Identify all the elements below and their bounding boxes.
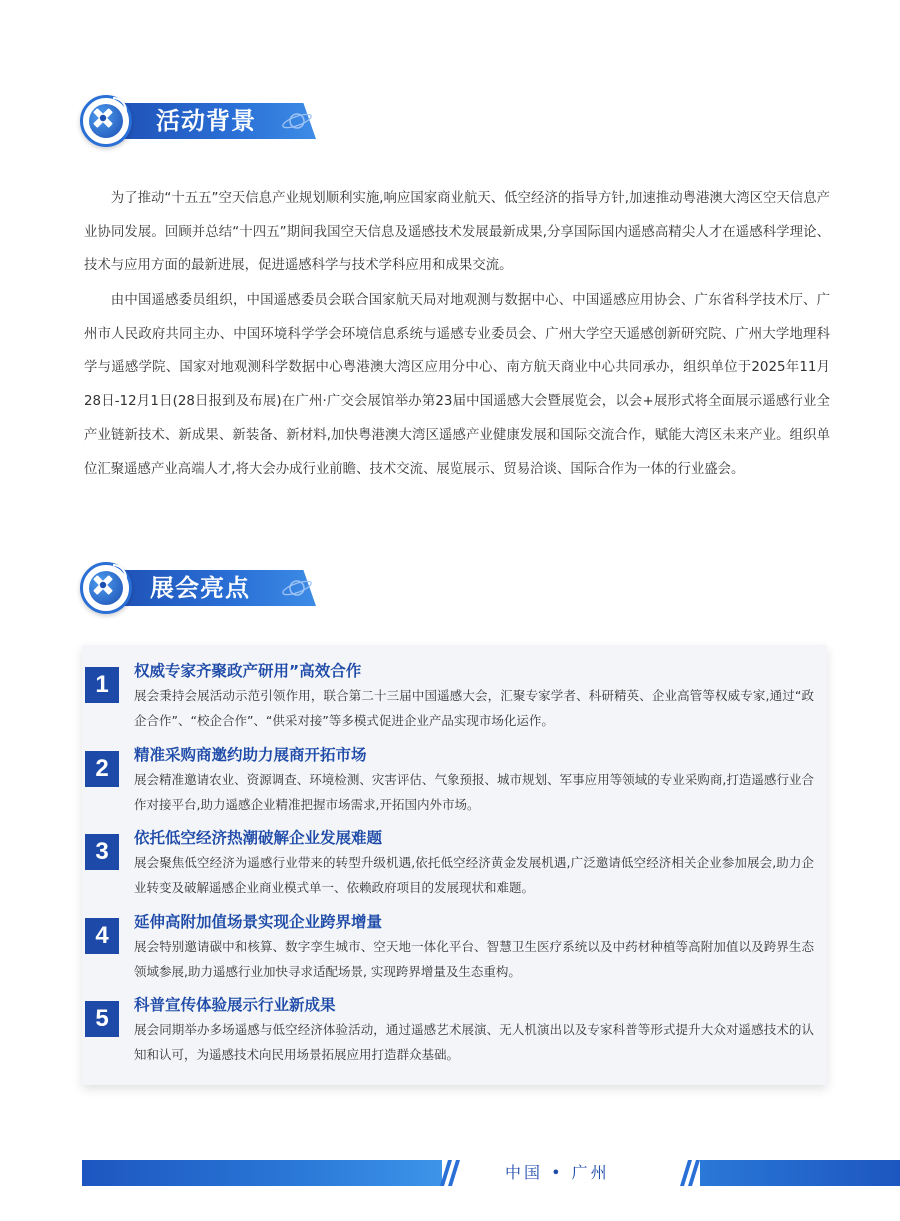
highlight-title: 精准采购商邀约助力展商开拓市场: [134, 746, 367, 764]
highlight-number: 5: [85, 1001, 119, 1037]
section-title: 活动背景: [156, 107, 256, 135]
satellite-icon: [80, 562, 132, 614]
highlight-number: 3: [85, 834, 119, 870]
planet-icon: [280, 109, 314, 133]
highlight-number: 1: [85, 667, 119, 703]
highlights-panel: [82, 645, 827, 1085]
highlight-description: 展会特别邀请碳中和核算、数字孪生城市、空天地一体化平台、智慧卫生医疗系统以及中药材种植等高附加值以及跨界生态领域参展,助力遥感行业加快寻求适配场景, 实现跨界增量及生态重构。: [134, 939, 814, 979]
highlight-number: 4: [85, 918, 119, 954]
highlight-title: 权威专家齐聚政产研用”高效合作: [134, 662, 362, 680]
highlight-title: 科普宣传体验展示行业新成果: [134, 996, 336, 1014]
background-paragraph-2: 由中国遥感委员组织，中国遥感委员会联合国家航天局对地观测与数据中心、中国遥感应用协会、广东省科学技术厅、广州市人民政府共同主办、中国环境科学学会环境信息系统与遥感专业委员会、广州大学空天遥感创新研究院、广州大学地理科学与遥感学院、国家对地观测科学数据中心粤港澳大湾区应用分中心、南方航天商业中心共同承办，组织单位于2025年11月28日-12月1日(28日报到及布展)在广州·广交会展馆举办第23届中国遥感大会暨展览会，以会+展形式将全面展示遥感行业全产业链新技术、新成果、新装备、新材料,加快粤港澳大湾区遥感产业健康发展和国际交流合作，赋能大湾区未来产业。组织单位汇聚遥感产业高端人才,将大会办成行业前瞻、技术交流、展览展示、贸易洽谈、国际合作为一体的行业盛会。: [84, 293, 830, 477]
footer-bar-left: [82, 1160, 442, 1186]
highlight-description: 展会秉持会展活动示范引领作用，联合第二十三届中国遥感大会，汇聚专家学者、科研精英、企业高管等权威专家,通过“政企合作”、“校企合作”、“供采对接”等多模式促进企业产品实现市场化运作。: [134, 688, 814, 728]
planet-icon: [280, 576, 314, 600]
footer: [0, 1158, 900, 1188]
background-paragraph-1: 为了推动“十五五”空天信息产业规划顺利实施,响应国家商业航天、低空经济的指导方针,加速推动粤港澳大湾区空天信息产业协同发展。回顾并总结“十四五”期间我国空天信息及遥感技术发展最新成果,分享国际国内遥感高精尖人才在遥感科学理论、技术与应用方面的最新进展，促进遥感科学与技术学科应用和成果交流。: [84, 191, 830, 274]
section-header-background: [80, 95, 320, 147]
highlight-description: 展会精准邀请农业、资源调查、环境检测、灾害评估、气象预报、城市规划、军事应用等领域的专业采购商,打造遥感行业合作对接平台,助力遥感企业精准把握市场需求,开拓国内外市场。: [134, 772, 814, 812]
highlight-description: 展会聚焦低空经济为遥感行业带来的转型升级机遇,依托低空经济黄金发展机遇,广泛邀请低空经济相关企业参加展会,助力企业转变及破解遥感企业商业模式单一、依赖政府项目的发展现状和难题。: [134, 855, 814, 895]
footer-location: 中国 • 广州: [505, 1163, 610, 1182]
highlight-title: 延伸高附加值场景实现企业跨界增量: [134, 913, 383, 931]
footer-stripes-left: [440, 1160, 464, 1186]
highlight-description: 展会同期举办多场遥感与低空经济体验活动，通过遥感艺术展演、无人机演出以及专家科普等形式提升大众对遥感技术的认知和认可，为遥感技术向民用场景拓展应用打造群众基础。: [134, 1022, 814, 1062]
footer-bar-right: [700, 1160, 900, 1186]
section-title: 展会亮点: [150, 574, 250, 602]
highlight-number: 2: [85, 751, 119, 787]
section-header-highlights: [80, 562, 320, 614]
highlight-title: 依托低空经济热潮破解企业发展难题: [134, 829, 383, 847]
satellite-icon: [80, 95, 132, 147]
